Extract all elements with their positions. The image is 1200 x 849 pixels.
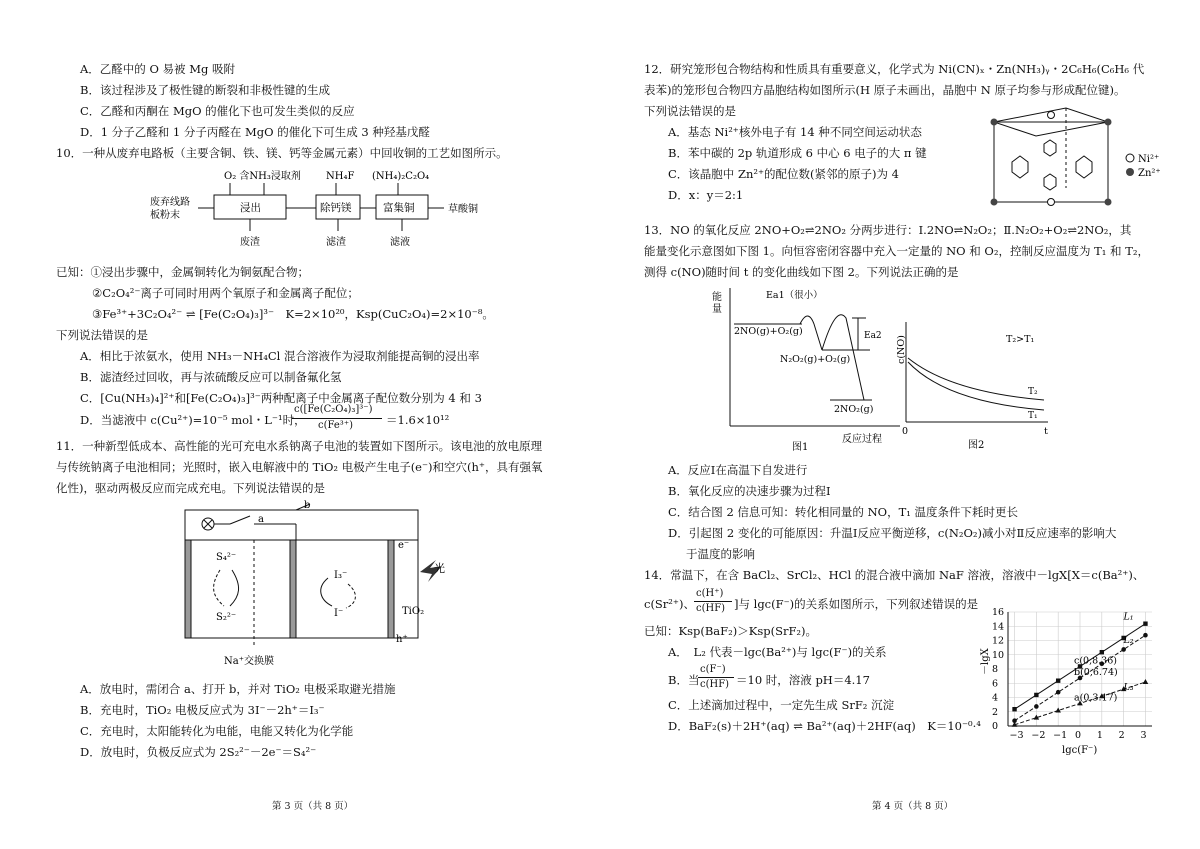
q13-stem-2: 能量变化示意图如下图 1。向恒容密闭容器中充入一定量的 NO 和 O₂，控制反应温度为 T₁ 和 T₂， [644, 244, 1149, 258]
q10-option-d-numerator: c([Fe(C₂O₄)₃]³⁻) [294, 404, 373, 415]
membrane-label: Na⁺交换膜 [224, 656, 274, 667]
q10-known-1: 已知：①浸出步骤中，金属铜转化为铜氨配合物； [56, 265, 309, 279]
fig2-curve-t2-label: T₂ [1028, 387, 1038, 397]
flow-waste-2: 滤渣 [326, 237, 346, 248]
middle-electrode [290, 540, 296, 638]
switch-a-label: a [258, 514, 264, 525]
right-page [600, 0, 1200, 849]
y-tick-label: 10 [992, 649, 1005, 661]
data-point [1056, 678, 1060, 682]
q14-known: 已知：Ksp(BaF₂)＞Ksp(SrF₂)。 [644, 624, 818, 638]
y-tick-label: 12 [992, 635, 1005, 647]
fig1-state-1: 2NO(g)+O₂(g) [734, 326, 803, 337]
left-electrode [185, 540, 191, 638]
q13-fig1-energy [710, 284, 909, 454]
fig2-origin: 0 [902, 426, 909, 437]
q13-stem-3: 测得 c(NO)随时间 t 的变化曲线如下图 2。下列说法正确的是 [644, 265, 959, 279]
data-point [1143, 621, 1147, 625]
q11-option-c: C．充电时，太阳能转化为电能，电能又转化为化学能 [80, 724, 354, 738]
y-tick-label: 16 [992, 607, 1005, 618]
series-label: L₁ [1123, 611, 1134, 623]
q14-option-b-numerator: c(F⁻) [700, 664, 726, 675]
q12-crystal-cell [986, 92, 1186, 216]
q10-option-d-value: ＝1.6×10¹² [386, 413, 450, 427]
q14-option-a: A． L₂ 代表－lgc(Ba²⁺)与 lgc(F⁻)的关系 [668, 645, 887, 659]
s2-label: S₂²⁻ [216, 612, 237, 623]
flow-output: 草酸铜 [448, 204, 478, 215]
fig2-ylabel: c(NO) [896, 335, 907, 364]
fig1-state-3: 2NO₂(g) [834, 404, 874, 415]
fig2-xlabel: t [1044, 426, 1048, 437]
q14-stem-1: 14．常温下，在含 BaCl₂、SrCl₂、HCl 的混合液中滴加 NaF 溶液，溶液中－lgX[X＝c(Ba²⁺)、 [644, 568, 1145, 582]
q11-stem-2: 与传统钠离子电池相同；光照时，嵌入电解液中的 TiO₂ 电极产生电子(e⁻)和空穴(h⁺，具有强氧 [56, 460, 543, 474]
q9-option-d: D．1 分子乙醛和 1 分子丙醛在 MgO 的催化下可生成 3 种羟基戊醛 [80, 125, 430, 139]
q14-stem-2-numerator: c(H⁺) [696, 588, 724, 599]
q10-flowchart [140, 165, 520, 255]
data-point [1143, 633, 1148, 638]
x-tick-label: −1 [1053, 730, 1068, 741]
hole-label: h⁺ [396, 634, 408, 645]
q10-question: 下列说法错误的是 [56, 328, 148, 342]
q10-known-2: ②C₂O₄²⁻离子可同时用两个氧原子和金属离子配位； [92, 286, 359, 300]
q11-battery-diagram [150, 496, 470, 671]
q12-stem-3: 下列说法错误的是 [644, 104, 736, 118]
series-label: L₂ [1123, 635, 1134, 647]
x-tick-label: 3 [1140, 730, 1147, 741]
q9-option-c: C．乙醛和丙酮在 MgO 的催化下也可发生类似的反应 [80, 104, 355, 118]
fig2-caption: 图2 [968, 440, 985, 451]
x-tick-label: 2 [1118, 730, 1125, 741]
q11-option-d: D．放电时，负极反应式为 2S₂²⁻－2e⁻＝S₄²⁻ [80, 745, 317, 759]
y-tick-label: 4 [992, 692, 999, 704]
svg-text:除钙镁: 除钙镁 [320, 202, 352, 214]
switch-b-label: b [304, 500, 311, 511]
tio2-label: TiO₂ [402, 606, 425, 617]
fig2-curve-t1-label: T₁ [1028, 411, 1038, 421]
q9-option-a: A．乙醛中的 O 易被 Mg 吸附 [80, 62, 235, 76]
q14-chart [966, 604, 1162, 756]
q11-stem-1: 11．一种新型低成本、高性能的光可充电水系钠离子电池的装置如下图所示。该电池的放电原理 [56, 439, 543, 453]
fig1-ea1: Ea1（很小） [766, 290, 823, 301]
fig1-xlabel: 反应过程 [842, 434, 882, 445]
s4-label: S₄²⁻ [216, 552, 237, 563]
q13-option-d-1: D．引起图 2 变化的可能原因：升温Ⅰ反应平衡逆移，c(N₂O₂)减小对Ⅱ反应速率的影响大 [668, 526, 1117, 540]
q10-option-c: C．[Cu(NH₃)₄]²⁺和[Fe(C₂O₄)₃]³⁻两种配离子中金属离子配位数分别为 4 和 3 [80, 391, 482, 405]
flow-waste-1: 废渣 [240, 237, 260, 248]
electron-label: e⁻ [398, 540, 410, 551]
q10-option-a: A．相比于浓氨水，使用 NH₃－NH₄Cl 混合溶液作为浸取剂能提高铜的浸出率 [80, 349, 480, 363]
q12-stem-2: 表苯)的笼形包合物四方晶胞结构如图所示(H 原子未画出，晶胞中 N 原子均参与形成配位键)。 [644, 83, 1126, 97]
svg-text:富集铜: 富集铜 [383, 202, 415, 214]
y-tick-label: 14 [992, 621, 1005, 633]
q10-known-3: ③Fe³⁺+3C₂O₄²⁻ ⇌ [Fe(C₂O₄)₃]³⁻ K=2×10²⁰，Ksp(CuC₂O₄)=2×10⁻⁸。 [92, 307, 494, 321]
point-annotation: b(0,6.74) [1074, 666, 1118, 678]
point-annotation: c(0,8.36) [1074, 655, 1117, 667]
flow-waste-3: 滤液 [390, 237, 410, 248]
x-tick-label: −2 [1031, 730, 1046, 741]
fig2-curve-t1 [908, 362, 1044, 410]
y-axis-label: －lgX [980, 648, 991, 675]
tio2-electrode [388, 540, 394, 638]
data-point [1056, 690, 1061, 695]
q10-option-d: D．当滤液中 c(Cu²⁺)=10⁻⁵ mol・L⁻¹时， [80, 413, 306, 427]
flow-reagent-2: NH₄F [326, 171, 355, 182]
i-label: I⁻ [334, 608, 344, 619]
data-point [1034, 704, 1039, 709]
fig1-caption: 图1 [792, 442, 809, 453]
right-footer: 第 4 页（共 8 页） [872, 801, 954, 812]
fig1-ylabel-1: 能 [712, 292, 722, 303]
fig1-state-2: N₂O₂(g)+O₂(g) [780, 354, 851, 365]
data-point [1012, 707, 1016, 711]
q11-option-b: B．充电时，TiO₂ 电极反应式为 3I⁻－2h⁺＝I₃⁻ [80, 703, 325, 717]
q14-option-b-post: ＝10 时，溶液 pH＝4.17 [736, 673, 870, 687]
data-point [1100, 650, 1104, 654]
x-tick-label: 1 [1096, 730, 1103, 741]
zn-legend-label: Zn²⁺ [1138, 168, 1161, 179]
ni-legend-label: Ni²⁺ [1138, 154, 1160, 165]
q12-stem-1: 12．研究笼形包合物结构和性质具有重要意义，化学式为 Ni(CN)ₓ・Zn(NH₃)ᵧ・2C₆H₆(C₆H₆ 代 [644, 62, 1145, 76]
flow-input-line1: 废弃线路 [150, 197, 190, 208]
y-tick-label: 6 [992, 678, 999, 690]
q10-option-d-denominator: c(Fe³⁺) [318, 420, 353, 431]
fig1-ylabel-2: 量 [712, 304, 722, 315]
data-point [1034, 693, 1038, 697]
q14-stem-2-denominator: c(HF) [696, 603, 726, 614]
x-tick-label: 0 [1075, 730, 1082, 741]
data-point [1143, 679, 1149, 684]
zn-legend-icon [1126, 168, 1134, 176]
point-annotation: a(0,3.17) [1074, 692, 1118, 704]
q10-stem: 10．一种从废弃电路板（主要含铜、铁、镁、钙等金属元素）中回收铜的工艺如图所示。 [56, 146, 508, 160]
flow-input-line2: 板粉末 [150, 210, 180, 221]
y-tick-label: 2 [992, 706, 999, 718]
q14-stem-fraction-bar [694, 601, 732, 602]
ni-legend-icon [1126, 154, 1134, 162]
svg-text:浸出: 浸出 [240, 202, 261, 214]
q13-option-a: A．反应Ⅰ在高温下自发进行 [668, 463, 808, 477]
x-tick-label: −3 [1009, 730, 1024, 741]
q13-option-c: C．结合图 2 信息可知：转化相同量的 NO，T₁ 温度条件下耗时更长 [668, 505, 1019, 519]
data-point [1055, 708, 1061, 713]
q13-stem-1: 13．NO 的氧化反应 2NO+O₂⇌2NO₂ 分两步进行：Ⅰ.2NO⇌N₂O₂；Ⅱ.N₂O₂+O₂⇌2NO₂，其 [644, 223, 1132, 237]
fig2-note: T₂>T₁ [1006, 334, 1035, 345]
fig1-ea2: Ea2 [864, 331, 882, 341]
q14-option-d: D．BaF₂(s)＋2H⁺(aq) ⇌ Ba²⁺(aq)＋2HF(aq) K＝10⁻⁰·⁴ [668, 719, 981, 733]
left-footer: 第 3 页（共 8 页） [272, 801, 354, 812]
i3-label: I₃⁻ [334, 570, 348, 581]
data-point [1121, 647, 1126, 652]
q14-stem-2b: ]与 lgc(F⁻)的关系如图所示，下列叙述错误的是 [734, 597, 979, 611]
light-label: 光 [434, 562, 445, 575]
q10-fraction-bar [292, 418, 382, 419]
q14-option-b-fraction-bar [698, 677, 734, 678]
q13-option-b: B．氧化反应的决速步骤为过程Ⅰ [668, 484, 831, 498]
q14-option-b-pre: B．当 [668, 673, 700, 687]
q13-option-d-2: 于温度的影响 [686, 547, 755, 561]
q12-option-a: A．基态 Ni²⁺核外电子有 14 种不同空间运动状态 [668, 125, 922, 139]
q9-option-b: B．该过程涉及了极性键的断裂和非极性键的生成 [80, 83, 330, 97]
y-tick-label: 0 [992, 721, 999, 732]
q12-option-b: B．苯中碳的 2p 轨道形成 6 中心 6 电子的大 π 键 [668, 146, 927, 160]
x-axis-label: lgc(F⁻) [1062, 745, 1098, 756]
q13-fig2-concentration [890, 318, 1056, 454]
series-label: L₃ [1123, 682, 1134, 694]
q11-stem-3: 化性)，驱动两极反应而完成充电。下列说法错误的是 [56, 481, 325, 495]
flow-reagent-1: O₂ 含NH₃浸取剂 [224, 171, 301, 182]
q12-option-c: C．该晶胞中 Zn²⁺的配位数(紧邻的原子)为 4 [668, 167, 899, 181]
q12-option-d: D．x：y＝2:1 [668, 188, 744, 202]
q11-option-a: A．放电时，需闭合 a、打开 b，并对 TiO₂ 电极采取避光措施 [80, 682, 396, 696]
q14-option-b-denominator: c(HF) [700, 679, 730, 690]
q14-option-c: C．上述滴加过程中，一定先生成 SrF₂ 沉淀 [668, 698, 895, 712]
flow-reagent-3: (NH₄)₂C₂O₄ [372, 171, 430, 182]
y-tick-label: 8 [992, 664, 999, 675]
q14-stem-2a: c(Sr²⁺)、 [644, 597, 695, 611]
q10-option-b: B．滤渣经过回收，再与浓硫酸反应可以制备氟化氢 [80, 370, 342, 384]
